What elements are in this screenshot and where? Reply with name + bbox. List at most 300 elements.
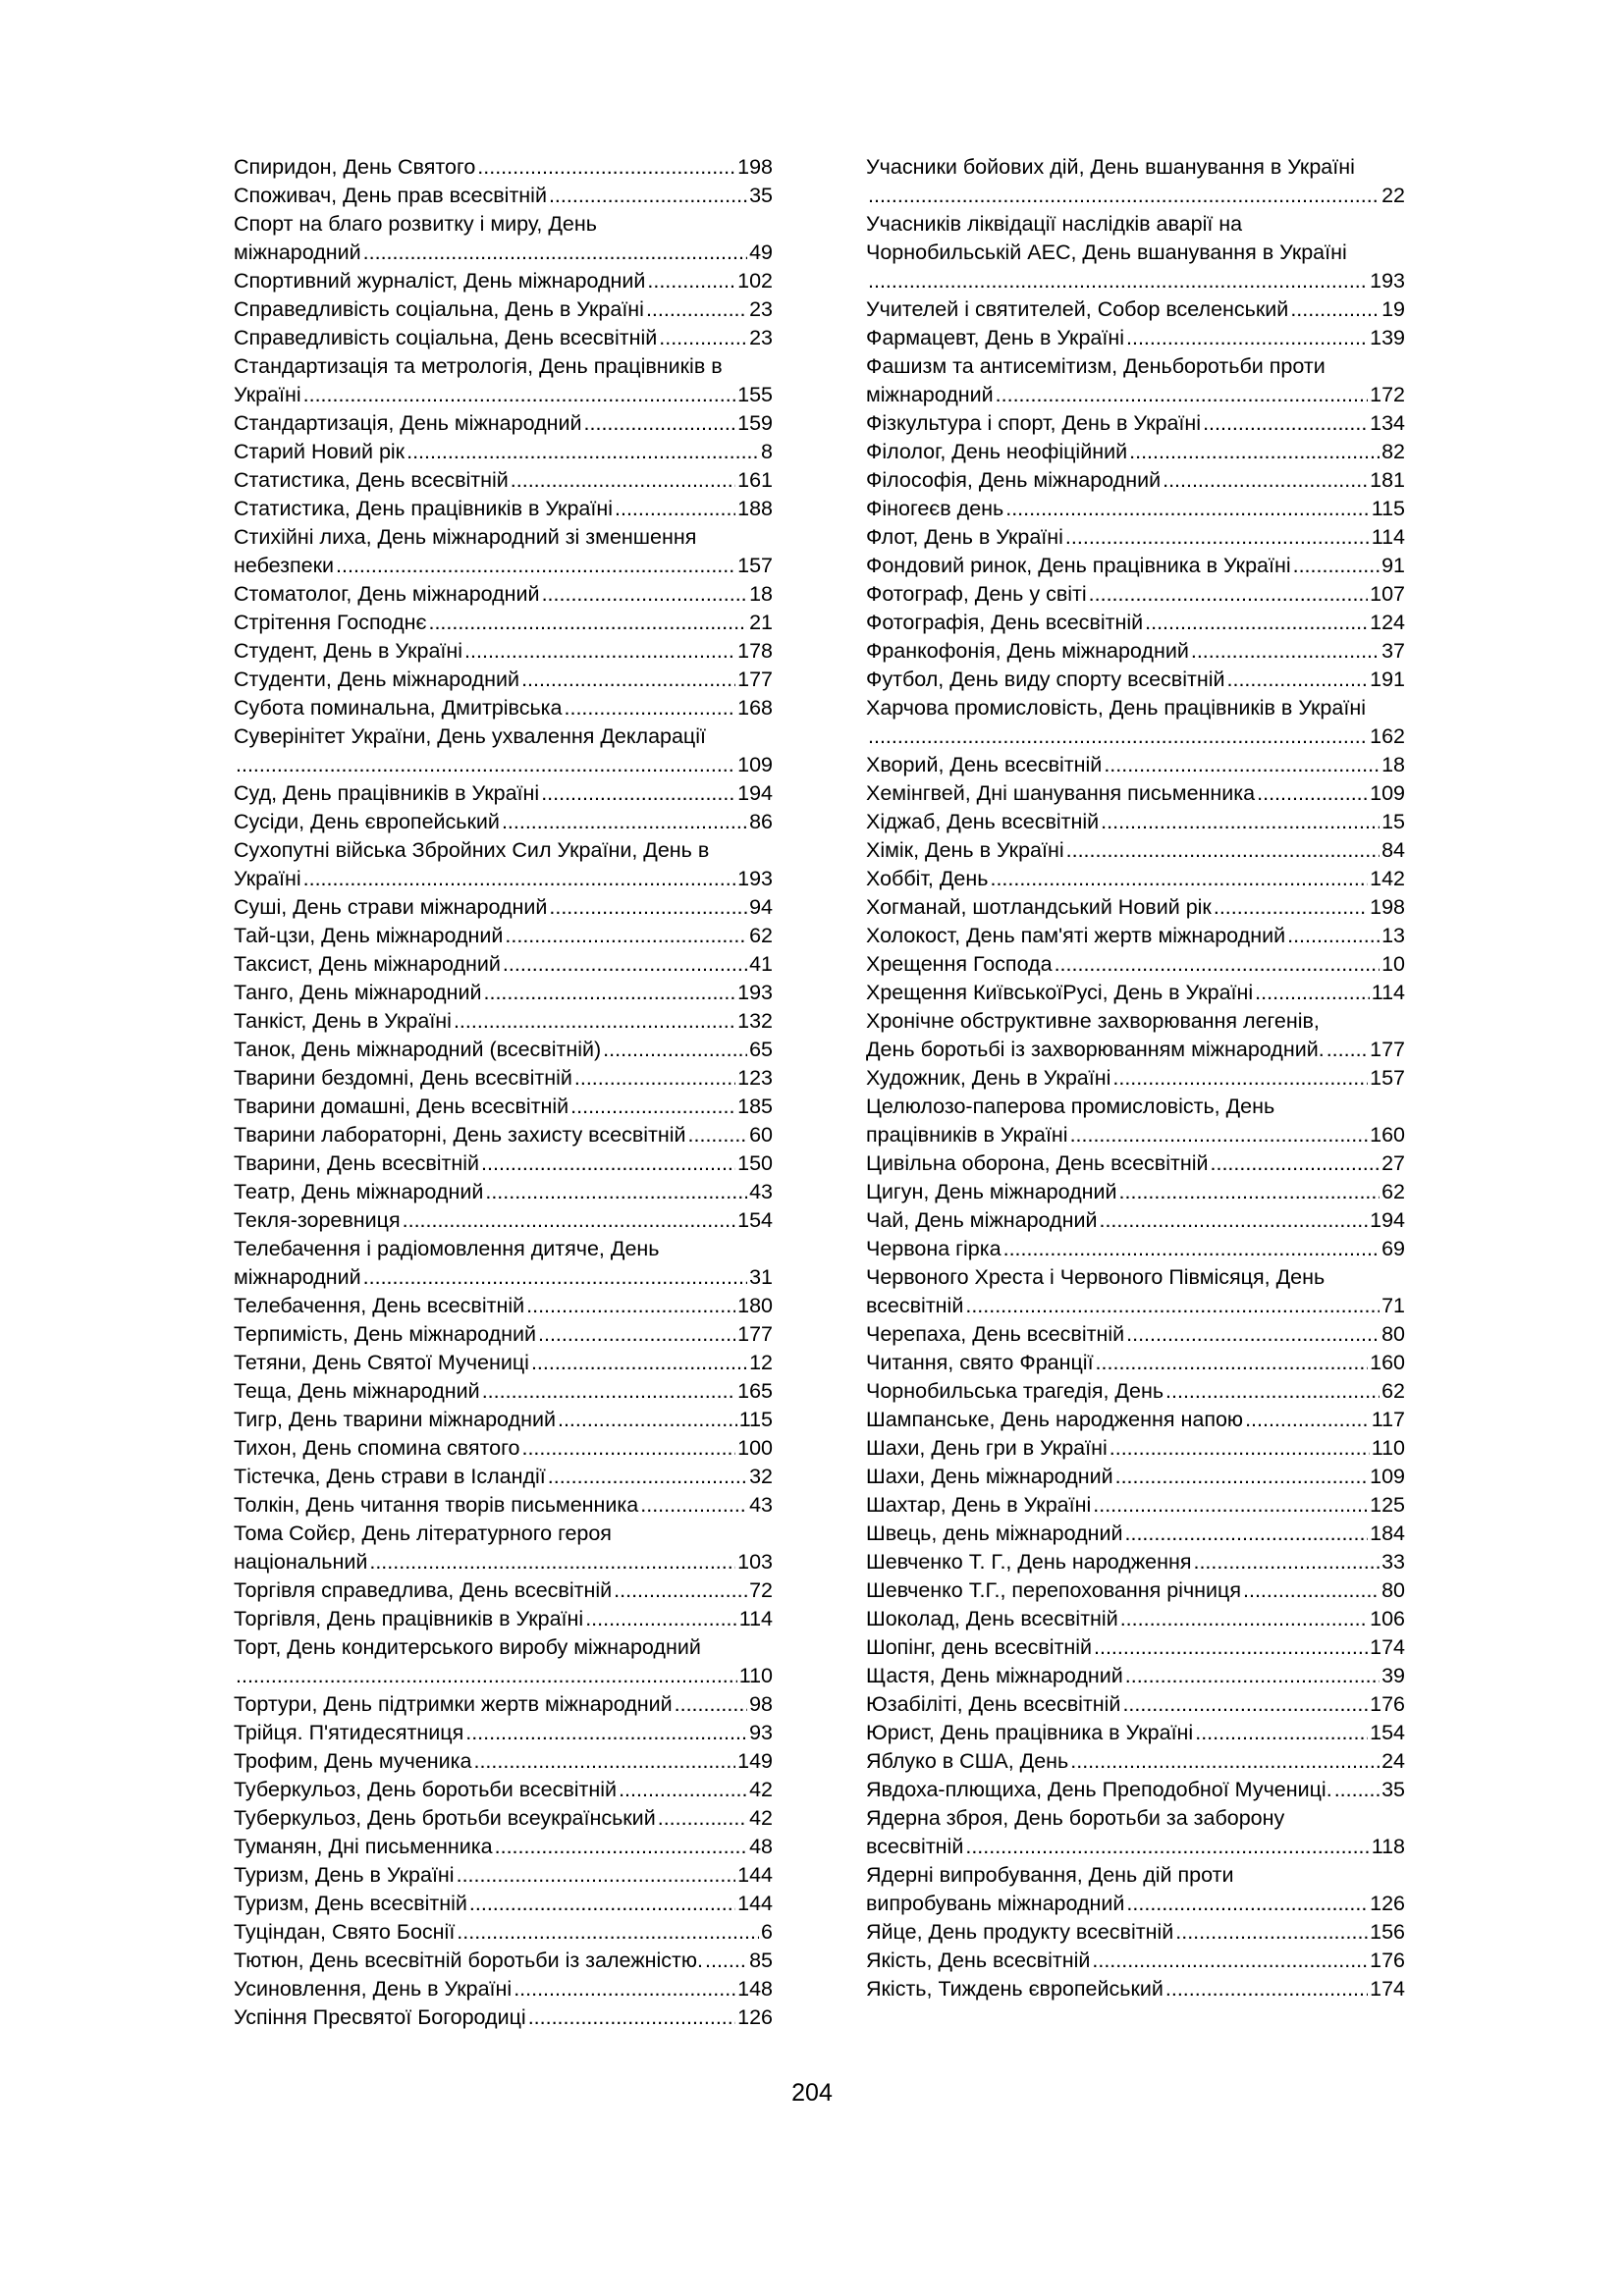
entry-term: Туризм, День всесвітній — [234, 1892, 467, 1915]
index-entry — [234, 836, 773, 893]
entry-page-number: 149 — [737, 1749, 773, 1773]
entry-term: Футбол, День виду спорту всесвітній — [866, 667, 1225, 691]
dot-leader — [369, 1548, 735, 1576]
entry-page-number: 144 — [737, 1863, 773, 1887]
dot-leader — [1163, 466, 1368, 495]
entry-final-line — [234, 466, 773, 495]
dot-leader — [1070, 1747, 1380, 1776]
entry-term: Читання, свято Франції — [866, 1351, 1094, 1374]
entry-final-line — [234, 153, 773, 182]
entry-final-line — [866, 495, 1405, 523]
index-entry — [234, 210, 773, 267]
dot-leader — [603, 1036, 747, 1064]
index-entry — [234, 979, 773, 1007]
entry-final-line — [234, 580, 773, 609]
entry-final-line — [234, 979, 773, 1007]
dot-leader — [1093, 1491, 1368, 1520]
entry-final-line — [234, 1406, 773, 1434]
entry-term: Справедливість соціальна, День всесвітній — [234, 326, 658, 349]
entry-final-line — [866, 1576, 1405, 1605]
index-entry — [866, 637, 1405, 666]
dot-leader — [1191, 637, 1380, 666]
entry-page-number: 118 — [1371, 1835, 1405, 1858]
entry-page-number: 94 — [749, 895, 773, 919]
dot-leader — [1089, 580, 1368, 609]
entry-text-line: Спорт на благо розвитку і миру, День — [234, 212, 597, 236]
entry-term: Споживач, День прав всесвітній — [234, 184, 547, 207]
dot-leader — [558, 1406, 737, 1434]
entry-term: Україні — [234, 383, 301, 406]
index-entry — [234, 267, 773, 295]
entry-term: Текля-зоревниця — [234, 1208, 401, 1232]
dot-leader — [511, 466, 735, 495]
entry-final-line — [234, 552, 773, 580]
index-entry — [234, 1007, 773, 1036]
entry-term: Холокост, День пам'яті жертв міжнародний — [866, 924, 1286, 947]
entry-final-line — [866, 1463, 1405, 1491]
entry-page-number: 198 — [737, 155, 773, 179]
index-entry — [234, 182, 773, 210]
dot-leader — [465, 1719, 747, 1747]
entry-page-number: 39 — [1381, 1664, 1405, 1687]
index-entry — [866, 153, 1405, 210]
entry-text-line: Стихійні лиха, День міжнародний зі зменшення — [234, 525, 697, 549]
entry-page-number: 160 — [1370, 1123, 1405, 1147]
index-entry — [234, 609, 773, 637]
index-entry — [866, 1605, 1405, 1633]
entry-final-line — [866, 267, 1405, 295]
index-entry — [234, 893, 773, 922]
entry-page-number: 10 — [1381, 952, 1405, 976]
entry-term: Трійця. П'ятидесятниця — [234, 1721, 464, 1744]
index-entry — [866, 694, 1405, 751]
dot-leader — [457, 1861, 736, 1890]
entry-term: Сусіди, День європейський — [234, 810, 500, 833]
entry-final-line — [866, 722, 1405, 751]
entry-final-line — [234, 267, 773, 295]
dot-leader — [428, 609, 747, 637]
entry-term: Студент, День в Україні — [234, 639, 463, 663]
entry-text-line: Сухопутні війська Збройних Сил України, День в — [234, 838, 710, 862]
dot-leader — [868, 267, 1368, 295]
entry-page-number: 156 — [1370, 1920, 1405, 1944]
entry-final-line — [866, 609, 1405, 637]
entry-term: всесвітній — [866, 1835, 964, 1858]
dot-leader — [1245, 1406, 1370, 1434]
index-entry — [866, 865, 1405, 893]
index-entry — [234, 1121, 773, 1149]
entry-final-line — [234, 1007, 773, 1036]
entry-final-line — [866, 637, 1405, 666]
index-entry — [234, 1149, 773, 1178]
entry-term: Туберкульоз, День боротьби всесвітній — [234, 1778, 618, 1801]
dot-leader — [658, 1804, 747, 1833]
entry-final-line — [234, 1804, 773, 1833]
entry-final-line — [866, 808, 1405, 836]
entry-final-line — [866, 552, 1405, 580]
entry-final-line — [866, 922, 1405, 950]
entry-term: Тихон, День спомина святого — [234, 1436, 520, 1460]
entry-page-number: 32 — [749, 1465, 773, 1488]
dot-leader — [1092, 1947, 1368, 1975]
entry-page-number: 155 — [737, 383, 773, 406]
entry-page-number: 134 — [1370, 411, 1405, 435]
entry-final-line — [866, 324, 1405, 352]
entry-page-number: 21 — [749, 611, 773, 634]
dot-leader — [1066, 836, 1380, 865]
entry-term: Тортури, День підтримки жертв міжнародний — [234, 1692, 673, 1716]
index-column-right — [866, 153, 1405, 2003]
entry-page-number: 188 — [737, 497, 773, 520]
index-entry — [234, 779, 773, 808]
dot-leader — [549, 182, 747, 210]
entry-page-number: 6 — [761, 1920, 773, 1944]
entry-final-line — [866, 1918, 1405, 1947]
entry-final-line — [234, 1349, 773, 1377]
entry-page-number: 33 — [1381, 1550, 1405, 1574]
dot-leader — [1110, 1434, 1370, 1463]
dot-leader — [868, 182, 1380, 210]
entry-page-number: 42 — [749, 1806, 773, 1830]
index-entry — [866, 1406, 1405, 1434]
dot-leader — [1165, 1377, 1380, 1406]
entry-final-line — [234, 1206, 773, 1235]
index-entry — [866, 352, 1405, 409]
entry-term: Теща, День міжнародний — [234, 1379, 480, 1403]
entry-page-number: 72 — [749, 1578, 773, 1602]
entry-page-number: 176 — [1370, 1692, 1405, 1716]
entry-page-number: 98 — [749, 1692, 773, 1716]
entry-term: Хогманай, шотландський Новий рік — [866, 895, 1212, 919]
index-entry — [234, 495, 773, 523]
entry-term: Тигр, День тварини міжнародний — [234, 1408, 556, 1431]
index-entry — [866, 1947, 1405, 1975]
entry-page-number: 84 — [1381, 838, 1405, 862]
index-entry — [866, 295, 1405, 324]
entry-page-number: 174 — [1370, 1635, 1405, 1659]
entry-term: Хоббіт, День — [866, 867, 989, 890]
entry-term: Хрещення Господа — [866, 952, 1053, 976]
entry-term: Фондовий ринок, День працівника в Україні — [866, 554, 1291, 577]
entry-term: День боротьбі із захворюванням міжнародний. — [866, 1038, 1325, 1061]
dot-leader — [541, 779, 735, 808]
dot-leader — [464, 637, 735, 666]
entry-final-line — [234, 495, 773, 523]
index-entry — [866, 1093, 1405, 1149]
dot-leader — [584, 409, 736, 438]
entry-page-number: 114 — [1371, 981, 1405, 1004]
entry-term: Юрист, День працівника в Україні — [866, 1721, 1194, 1744]
entry-term: Якість, Тиждень європейський — [866, 1977, 1164, 2001]
entry-final-line — [866, 580, 1405, 609]
entry-term: національний — [234, 1550, 368, 1574]
entry-page-number: 60 — [749, 1123, 773, 1147]
entry-term: Шоколад, День всесвітній — [866, 1607, 1118, 1630]
dot-leader — [1119, 1178, 1380, 1206]
dot-leader — [565, 694, 736, 722]
entry-page-number: 85 — [749, 1949, 773, 1972]
entry-final-line — [234, 922, 773, 950]
dot-leader — [990, 865, 1368, 893]
dot-leader — [473, 1747, 735, 1776]
entry-final-line — [866, 893, 1405, 922]
entry-page-number: 177 — [737, 1322, 773, 1346]
index-entry — [866, 1235, 1405, 1263]
entry-final-line — [866, 979, 1405, 1007]
dot-leader — [1227, 666, 1369, 694]
dot-leader — [236, 751, 735, 779]
entry-page-number: 181 — [1370, 468, 1405, 492]
entry-page-number: 80 — [1381, 1578, 1405, 1602]
entry-page-number: 115 — [1371, 497, 1405, 520]
dot-leader — [1165, 1975, 1368, 2003]
entry-page-number: 82 — [1381, 440, 1405, 463]
dot-leader — [1099, 1206, 1368, 1235]
entry-page-number: 161 — [737, 468, 773, 492]
entry-term: Шахи, День міжнародний — [866, 1465, 1113, 1488]
dot-leader — [647, 267, 735, 295]
entry-final-line — [866, 1292, 1405, 1320]
index-entry — [234, 438, 773, 466]
entry-final-line — [234, 1149, 773, 1178]
index-entry — [866, 666, 1405, 694]
entry-term: Торгівля, День працівників в Україні — [234, 1607, 584, 1630]
entry-final-line — [234, 1377, 773, 1406]
index-entry — [866, 210, 1405, 295]
dot-leader — [1125, 1662, 1380, 1690]
entry-page-number: 168 — [737, 696, 773, 720]
entry-term: Шахтар, День в Україні — [866, 1493, 1092, 1517]
entry-term: Туризм, День в Україні — [234, 1863, 455, 1887]
entry-final-line — [866, 1833, 1405, 1861]
entry-page-number: 27 — [1381, 1151, 1405, 1175]
entry-final-line — [866, 1235, 1405, 1263]
entry-term: Філолог, День неофіційний — [866, 440, 1128, 463]
dot-leader — [1129, 438, 1380, 466]
entry-final-line — [866, 666, 1405, 694]
entry-page-number: 49 — [749, 240, 773, 264]
index-entry — [234, 950, 773, 979]
dot-leader — [640, 1491, 747, 1520]
entry-page-number: 180 — [737, 1294, 773, 1317]
index-entry — [234, 1918, 773, 1947]
index-entry — [866, 1263, 1405, 1320]
entry-term: Туберкульоз, День бротьби всеукраїнський — [234, 1806, 656, 1830]
entry-term: Україні — [234, 867, 301, 890]
entry-final-line — [866, 1491, 1405, 1520]
index-entry — [866, 466, 1405, 495]
entry-term: Фотограф, День у світі — [866, 582, 1087, 606]
entry-term: Шампанське, День народження напою — [866, 1408, 1244, 1431]
entry-page-number: 124 — [1370, 611, 1405, 634]
index-entry — [234, 1633, 773, 1690]
index-entry — [234, 1833, 773, 1861]
dot-leader — [454, 1007, 735, 1036]
index-entry — [866, 893, 1405, 922]
entry-final-line — [234, 1833, 773, 1861]
entry-final-line — [866, 1548, 1405, 1576]
entry-text-line: Хронічне обструктивне захворювання легенів, — [866, 1009, 1320, 1033]
entry-text-line: Целюлозо-паперова промисловість, День — [866, 1095, 1275, 1118]
entry-term: Статистика, День всесвітній — [234, 468, 509, 492]
dot-leader — [1005, 495, 1369, 523]
dot-leader — [868, 722, 1368, 751]
index-entry — [234, 694, 773, 722]
entry-term: Швець, день міжнародний — [866, 1522, 1123, 1545]
entry-final-line — [866, 1719, 1405, 1747]
entry-final-line — [866, 409, 1405, 438]
index-entry — [866, 1662, 1405, 1690]
entry-term: Тварини лабораторні, День захисту всесвітній — [234, 1123, 686, 1147]
index-entry — [866, 495, 1405, 523]
entry-page-number: 115 — [738, 1408, 773, 1431]
entry-final-line — [234, 1064, 773, 1093]
entry-final-line — [866, 1377, 1405, 1406]
entry-text-line: Фашизм та антисемітизм, Деньборотьби проти — [866, 354, 1326, 378]
entry-page-number: 19 — [1381, 297, 1405, 321]
entry-term: Цигун, День міжнародний — [866, 1180, 1117, 1203]
entry-page-number: 142 — [1370, 867, 1405, 890]
entry-final-line — [866, 1747, 1405, 1776]
dot-leader — [1287, 922, 1380, 950]
entry-term: Торгівля справедлива, День всесвітній — [234, 1578, 613, 1602]
dot-leader — [1094, 1633, 1368, 1662]
entry-page-number: 43 — [749, 1493, 773, 1517]
index-entry — [866, 324, 1405, 352]
entry-final-line — [866, 836, 1405, 865]
entry-page-number: 23 — [749, 326, 773, 349]
entry-final-line — [234, 1036, 773, 1064]
index-entry — [234, 1377, 773, 1406]
entry-term: Трофим, День мученика — [234, 1749, 472, 1773]
dot-leader — [526, 1292, 735, 1320]
entry-page-number: 123 — [737, 1066, 773, 1090]
entry-final-line — [234, 666, 773, 694]
entry-term: Фізкультура і спорт, День в Україні — [866, 411, 1202, 435]
index-entry — [866, 1491, 1405, 1520]
entry-page-number: 69 — [1381, 1237, 1405, 1260]
entry-page-number: 110 — [1371, 1436, 1405, 1460]
entry-term: працівників в Україні — [866, 1123, 1068, 1147]
index-entry — [234, 409, 773, 438]
index-entry — [234, 1434, 773, 1463]
entry-final-line — [866, 1206, 1405, 1235]
entry-term: Фотографія, День всесвітній — [866, 611, 1144, 634]
dot-leader — [619, 1776, 747, 1804]
entry-term: Франкофонія, День міжнародний — [866, 639, 1189, 663]
index-entry — [866, 1064, 1405, 1093]
entry-page-number: 23 — [749, 297, 773, 321]
entry-term: Черепаха, День всесвітній — [866, 1322, 1125, 1346]
dot-leader — [457, 1918, 759, 1947]
index-entry — [866, 751, 1405, 779]
entry-final-line — [866, 1320, 1405, 1349]
entry-page-number: 35 — [1381, 1778, 1405, 1801]
entry-final-line — [866, 1605, 1405, 1633]
entry-final-line — [234, 1576, 773, 1605]
index-entry — [866, 580, 1405, 609]
entry-final-line — [234, 1548, 773, 1576]
entry-final-line — [234, 1747, 773, 1776]
entry-page-number: 18 — [1381, 753, 1405, 776]
dot-leader — [1175, 1918, 1368, 1947]
dot-leader — [1290, 295, 1380, 324]
dot-leader — [481, 1149, 735, 1178]
entry-page-number: 37 — [1381, 639, 1405, 663]
entry-term: Старий Новий рік — [234, 440, 406, 463]
entry-term: міжнародний — [234, 1265, 361, 1289]
entry-page-number: 178 — [737, 639, 773, 663]
index-entry — [234, 1093, 773, 1121]
entry-text-line: Червоного Хреста і Червоного Півмісяця, День — [866, 1265, 1326, 1289]
index-entry — [234, 1861, 773, 1890]
entry-page-number: 174 — [1370, 1977, 1405, 2001]
index-entry — [866, 779, 1405, 808]
entry-term: Театр, День міжнародний — [234, 1180, 484, 1203]
entry-page-number: 114 — [738, 1607, 773, 1630]
entry-page-number: 107 — [1370, 582, 1405, 606]
entry-term: Хіджаб, День всесвітній — [866, 810, 1100, 833]
entry-page-number: 139 — [1370, 326, 1405, 349]
dot-leader — [521, 1434, 735, 1463]
entry-page-number: 159 — [737, 411, 773, 435]
entry-page-number: 80 — [1381, 1322, 1405, 1346]
dot-leader — [505, 922, 747, 950]
dot-leader — [502, 808, 747, 836]
entry-final-line — [866, 1890, 1405, 1918]
entry-term: Тістечка, День страви в Ісландії — [234, 1465, 546, 1488]
entry-term: Червона гірка — [866, 1237, 1001, 1260]
entry-page-number: 154 — [1370, 1721, 1405, 1744]
entry-page-number: 106 — [1370, 1607, 1405, 1630]
dot-leader — [503, 950, 747, 979]
entry-term: Суд, День працівників в Україні — [234, 781, 540, 805]
entry-page-number: 109 — [1370, 1465, 1405, 1488]
entry-page-number: 42 — [749, 1778, 773, 1801]
index-entry — [866, 1377, 1405, 1406]
entry-term: Флот, День в Україні — [866, 525, 1063, 549]
entry-page-number: 100 — [737, 1436, 773, 1460]
entry-term: Фіногеєв день — [866, 497, 1004, 520]
entry-final-line — [866, 1349, 1405, 1377]
dot-leader — [538, 1320, 735, 1349]
index-entry — [234, 1178, 773, 1206]
dot-leader — [1243, 1576, 1380, 1605]
entry-page-number: 125 — [1370, 1493, 1405, 1517]
entry-page-number: 126 — [1370, 1892, 1405, 1915]
index-entry — [234, 1349, 773, 1377]
dot-leader — [1122, 1690, 1368, 1719]
index-entry — [866, 1206, 1405, 1235]
entry-final-line — [234, 1662, 773, 1690]
entry-term: Хемінгвей, Дні шанування письменника — [866, 781, 1256, 805]
entry-page-number: 62 — [749, 924, 773, 947]
entry-final-line — [234, 1861, 773, 1890]
entry-final-line — [234, 1320, 773, 1349]
entry-final-line — [234, 1719, 773, 1747]
dot-leader — [482, 1377, 735, 1406]
entry-page-number: 177 — [737, 667, 773, 691]
entry-term: Учителей і святителей, Собор вселенський — [866, 297, 1289, 321]
page-number: 204 — [791, 2079, 833, 2107]
entry-page-number: 109 — [1370, 781, 1405, 805]
entry-page-number: 194 — [1370, 1208, 1405, 1232]
index-entry — [234, 1747, 773, 1776]
dot-leader — [1126, 1890, 1368, 1918]
entry-page-number: 150 — [737, 1151, 773, 1175]
entry-final-line — [234, 751, 773, 779]
entry-term: Хімік, День в Україні — [866, 838, 1064, 862]
